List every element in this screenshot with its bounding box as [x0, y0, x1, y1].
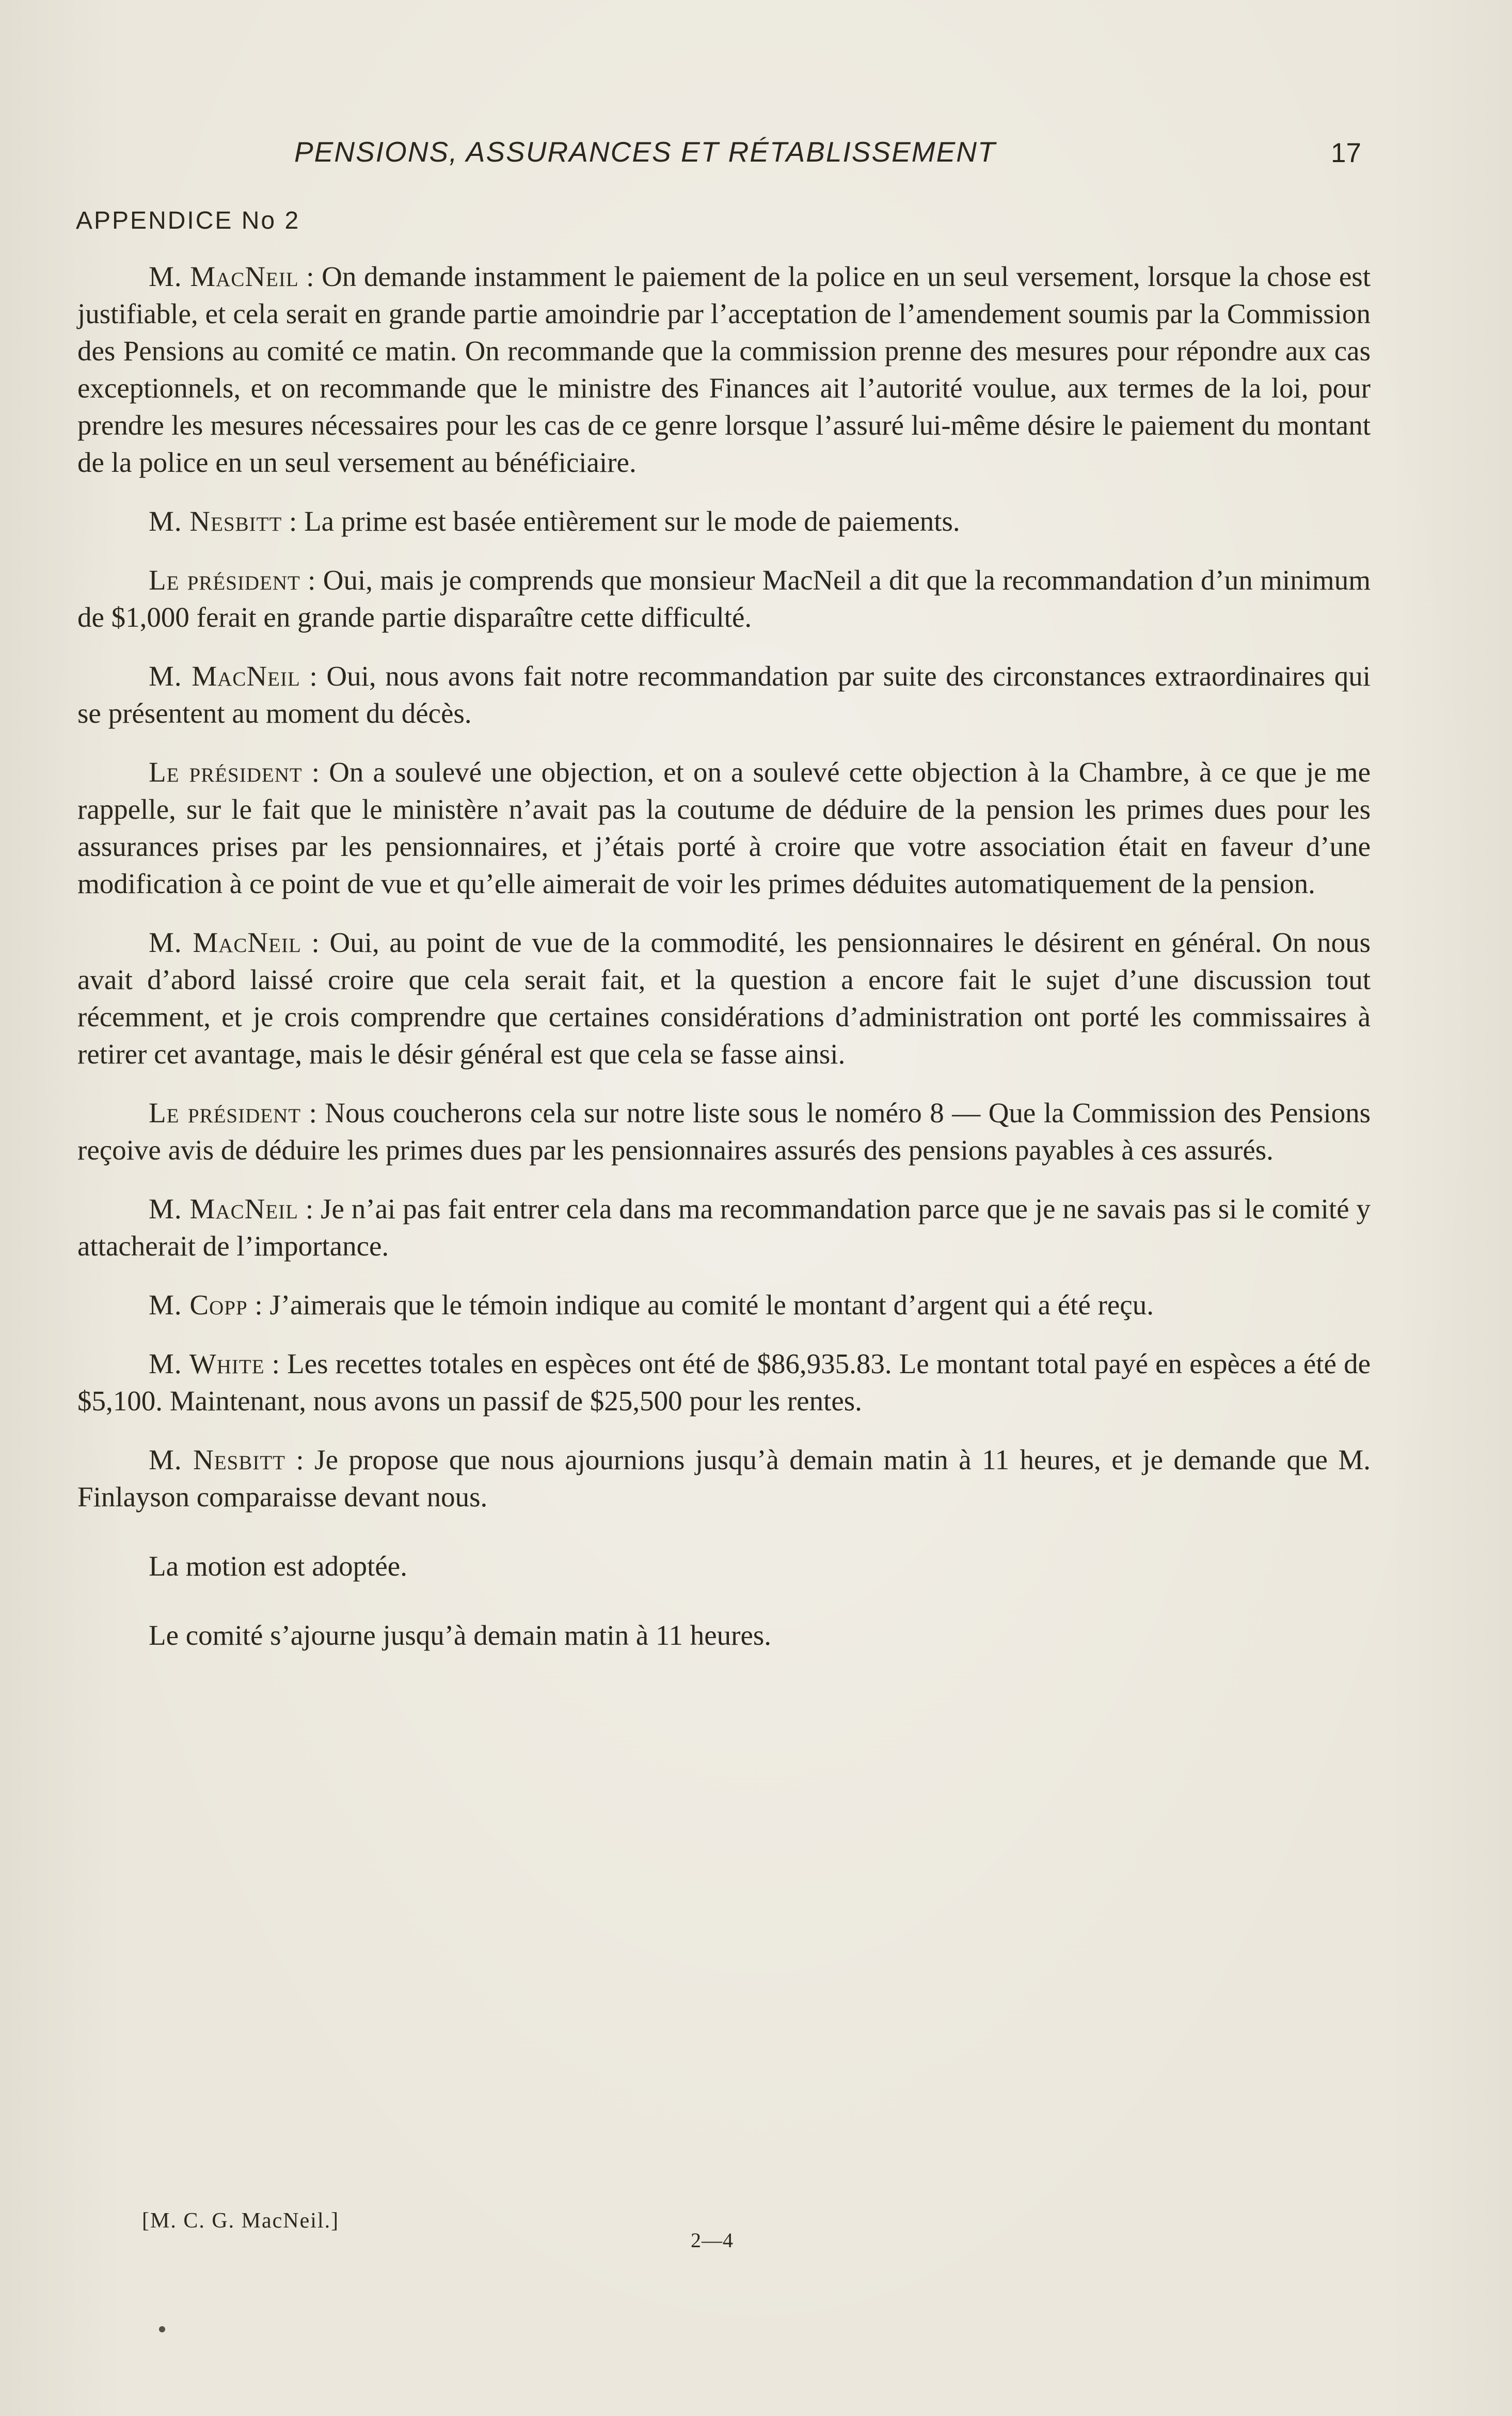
paragraph-9: M. Copp : J’aimerais que le témoin indique au comité le montant d’argent qui a été reçu.: [149, 1289, 1154, 1321]
speaker-name: M. MacNeil: [149, 261, 299, 292]
footer-signature: [M. C. G. MacNeil.]: [142, 2209, 340, 2233]
paragraph-2: M. Nesbitt : La prime est basée entièrement sur le mode de paiements.: [149, 505, 960, 537]
paragraph-4: M. MacNeil : Oui, nous avons fait notre recommandation par suite des circonstances extraordinaires qui se présentent au moment du décès.: [77, 660, 1371, 729]
speaker-name: Le président: [149, 756, 303, 788]
paragraph-11: M. Nesbitt : Je propose que nous ajournions jusqu’à demain matin à 11 heures, et je demande que M. Finlayson comparaisse devant nous.: [77, 1444, 1371, 1513]
speaker-name: M. MacNeil: [149, 927, 301, 958]
paragraph-7: Le président : Nous coucherons cela sur notre liste sous le noméro 8 — Que la Commission des Pensions reçoive avis de déduire les primes dues par les pensionnaires assurés des pensions payables à ces assurés.: [77, 1097, 1371, 1166]
paragraph-1: M. MacNeil : On demande instamment le paiement de la police en un seul versement, lorsque la chose est justifiable, et cela serait en grande partie amoindrie par l’acceptation de l’amendement soumis par la Commission des Pensions au comité ce matin. On recommande que la commission prenne des mesures pour répondre aux cas exceptionnels, et on recommande que le ministre des Finances ait l’autorité voulue, aux termes de la loi, pour prendre les mesures nécessaires pour les cas de ce genre lorsque l’assuré lui-même désire le paiement du montant de la police en un seul versement au bénéficiaire.: [77, 261, 1371, 478]
transcript-body: [77, 258, 1371, 1676]
paragraph-8: M. MacNeil : Je n’ai pas fait entrer cela dans ma recommandation parce que je ne savais pas si le comité y attacherait de l’importance.: [77, 1193, 1371, 1262]
sheet-mark: 2—4: [691, 2229, 734, 2252]
adjournment-note: Le comité s’ajourne jusqu’à demain matin à 11 heures.: [149, 1619, 772, 1651]
speaker-name: M. MacNeil: [149, 1193, 298, 1225]
appendix-label: APPENDICE No 2: [76, 207, 300, 234]
speech-text: Je n’ai pas fait entrer cela dans ma recommandation parce que je ne savais pas si le comité y attacherait de l’importance.: [77, 1193, 1371, 1262]
speech-text: On a soulevé une objection, et on a soulevé cette objection à la Chambre, à ce que je me rappelle, sur le fait que le ministère n’avait pas la coutume de déduire de la pension les primes dues pour les assurances prises par les pensionnaires, et j’étais porté à croire que votre association était en faveur d’une modification à ce point de vue et qu’elle aimerait de voir les primes déduites automatiquement de la pension.: [77, 756, 1371, 899]
speaker-name: M. MacNeil: [149, 660, 300, 692]
motion-adopted: La motion est adoptée.: [149, 1550, 407, 1582]
speaker-name: M. Nesbitt: [149, 1444, 285, 1475]
speaker-name: M. White: [149, 1348, 265, 1379]
speech-text: On demande instamment le paiement de la police en un seul versement, lorsque la chose est justifiable, et cela serait en grande partie amoindrie par l’acceptation de l’amendement soumis par la Commission des Pensions au comité ce matin. On recommande que la commission prenne des mesures pour répondre aux cas exceptionnels, et on recommande que le ministre des Finances ait l’autorité voulue, aux termes de la loi, pour prendre les mesures nécessaires pour les cas de ce genre lorsque l’assuré lui-même désire le paiement du montant de la police en un seul versement au bénéficiaire.: [77, 261, 1371, 478]
speech-text: J’aimerais que le témoin indique au comité le montant d’argent qui a été reçu.: [269, 1289, 1154, 1321]
paragraph-5: Le président : On a soulevé une objection, et on a soulevé cette objection à la Chambre, à ce que je me rappelle, sur le fait que le ministère n’avait pas la coutume de déduire de la pension les primes dues pour les assurances prises par les pensionnaires, et j’étais porté à croire que votre association était en faveur d’une modification à ce point de vue et qu’elle aimerait de voir les primes déduites automatiquement de la pension.: [77, 756, 1371, 899]
speaker-name: Le président: [149, 1097, 301, 1128]
paragraph-6: M. MacNeil : Oui, au point de vue de la commodité, les pensionnaires le désirent en général. On nous avait d’abord laissé croire que cela serait fait, et la question a encore fait le sujet d’une discussion tout récemment, et je crois comprendre que certaines considérations d’administration ont porté les commissaires à retirer cet avantage, mais le désir général est que cela se fasse ainsi.: [77, 927, 1371, 1070]
speech-text: Je propose que nous ajournions jusqu’à demain matin à 11 heures, et je demande que M. Finlayson comparaisse devant nous.: [77, 1444, 1371, 1513]
speech-text: Les recettes totales en espèces ont été de $86,935.83. Le montant total payé en espèces a été de $5,100. Maintenant, nous avons un passif de $25,500 pour les rentes.: [77, 1348, 1371, 1417]
speaker-name: Le président: [149, 564, 300, 596]
speech-text: Oui, au point de vue de la commodité, les pensionnaires le désirent en général. On nous avait d’abord laissé croire que cela serait fait, et la question a encore fait le sujet d’une discussion tout récemment, et je crois comprendre que certaines considérations d’administration ont porté les commissaires à retirer cet avantage, mais le désir général est que cela se fasse ainsi.: [77, 927, 1371, 1070]
speaker-name: M. Copp: [149, 1289, 248, 1321]
speaker-name: M. Nesbitt: [149, 505, 282, 537]
ink-speck: [159, 2326, 165, 2332]
paragraph-10: M. White : Les recettes totales en espèces ont été de $86,935.83. Le montant total payé en espèces a été de $5,100. Maintenant, nous avons un passif de $25,500 pour les rentes.: [77, 1348, 1371, 1417]
paragraph-3: Le président : Oui, mais je comprends que monsieur MacNeil a dit que la recommandation d’un minimum de $1,000 ferait en grande partie disparaître cette difficulté.: [77, 564, 1371, 633]
speech-text: Oui, nous avons fait notre recommandation par suite des circonstances extraordinaires qui se présentent au moment du décès.: [77, 660, 1371, 729]
running-title: PENSIONS, ASSURANCES ET RÉTABLISSEMENT: [294, 136, 996, 168]
speech-text: La prime est basée entièrement sur le mode de paiements.: [304, 505, 960, 537]
speech-text: Nous coucherons cela sur notre liste sous le noméro 8 — Que la Commission des Pensions reçoive avis de déduire les primes dues par les pensionnaires assurés des pensions payables à ces assurés.: [77, 1097, 1371, 1166]
speech-text: Oui, mais je comprends que monsieur MacNeil a dit que la recommandation d’un minimum de $1,000 ferait en grande partie disparaître cette difficulté.: [77, 564, 1371, 633]
page-number: 17: [1331, 138, 1361, 168]
